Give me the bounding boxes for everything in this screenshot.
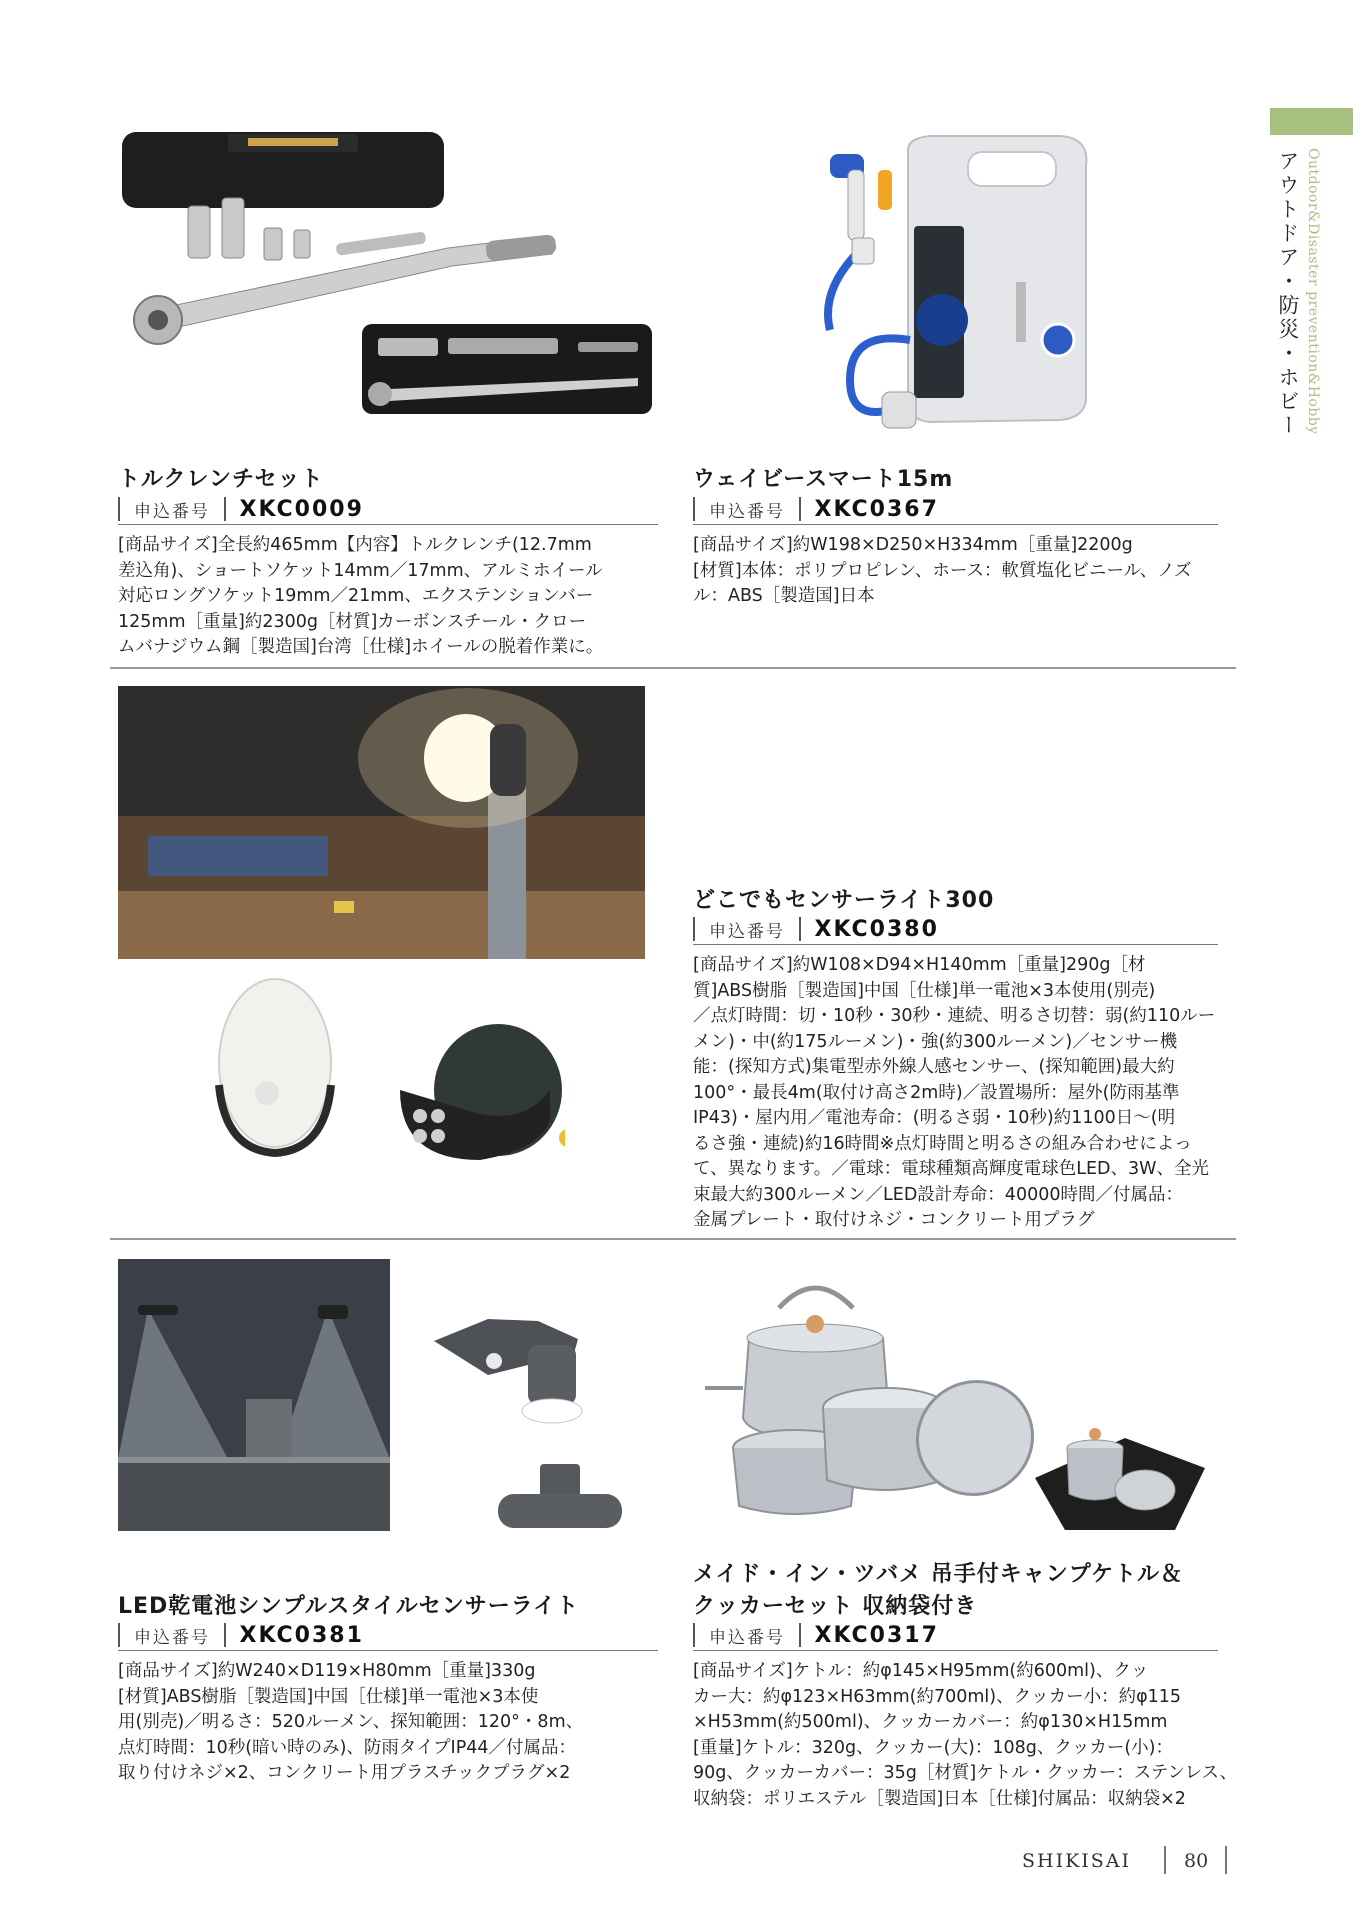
description-line: [商品サイズ]約W198×D250×H334mm［重量]2200g <box>693 535 1133 555</box>
divider <box>693 1623 695 1647</box>
description-line: 収納袋：ポリエステル［製造国]日本［仕様]付属品：収納袋×2 <box>693 1788 1186 1809</box>
description-line: 束最大約300ルーメン／LED設計寿命：40000時間／付属品： <box>693 1184 1183 1205</box>
section-label-en: Outdoor&Disaster prevention&Hobby <box>1305 148 1321 435</box>
description-line: 取り付けネジ×2、コンクリート用プラスチックプラグ×2 <box>118 1763 571 1783</box>
order-code: XKC0381 <box>239 1622 364 1648</box>
description-line: ムバナジウム鋼［製造国]台湾［仕様]ホイールの脱着作業に。 <box>118 637 604 657</box>
order-code-row <box>118 1620 658 1651</box>
product-description <box>693 953 1215 1234</box>
sensor-light-scene-photo <box>118 686 645 959</box>
divider <box>693 917 695 941</box>
section-divider <box>110 1238 1236 1240</box>
footer-brand: SHIKISAI <box>1022 1850 1132 1872</box>
order-label: 申込番号 <box>709 501 785 522</box>
product-title: トルクレンチセット <box>118 467 324 492</box>
description-line: [商品サイズ]ケトル：約φ145×H95mm(約600ml)、クッ <box>693 1661 1149 1681</box>
sensor-light-black-photo <box>400 1020 565 1170</box>
product-description <box>693 533 1192 610</box>
description-line: 100°・最長4m(取付け高さ2m時)／設置場所：屋外(防雨基準 <box>693 1082 1180 1103</box>
divider <box>799 1623 801 1647</box>
section-tab-bar <box>1270 108 1353 135</box>
description-line: IP43)・屋内用／電池寿命：(明るさ弱・10秒)約1100日～(明 <box>693 1108 1176 1128</box>
section-label-jp: アウトドア・防災・ホビー <box>1276 150 1300 438</box>
description-line: 差込角)、ショートソケット14mm／17mm、アルミホイール <box>118 560 603 581</box>
divider <box>118 1623 120 1647</box>
product-title: どこでもセンサーライト300 <box>693 888 995 913</box>
divider <box>224 497 226 521</box>
description-line: ル：ABS［製造国]日本 <box>693 586 875 606</box>
product-description <box>118 1659 583 1787</box>
order-label: 申込番号 <box>134 501 210 522</box>
divider <box>693 497 695 521</box>
description-line: [重量]ケトル：320g、クッカー(大)：108g、クッカー(小)： <box>693 1737 1173 1758</box>
description-line: 125mm［重量]約2300g［材質]カーボンスチール・クロー <box>118 611 587 632</box>
led-light-scene-photo <box>118 1259 390 1531</box>
description-line: ／点灯時間：切・10秒・30秒・連続、明るさ切替：弱(約110ルー <box>693 1006 1216 1026</box>
description-line: [材質]本体：ポリプロピレン、ホース：軟質塩化ビニール、ノズ <box>693 560 1192 581</box>
description-line: 対応ロングソケット19mm／21mm、エクステンションバー <box>118 586 594 606</box>
product-description <box>693 1659 1237 1812</box>
order-code: XKC0009 <box>239 496 364 522</box>
hose-reel-photo <box>790 130 1090 450</box>
order-code-row <box>693 914 1218 945</box>
description-line: 用(別売)／明るさ：520ルーメン、探知範囲：120°・8m、 <box>118 1712 584 1732</box>
product-title: クッカーセット 収納袋付き <box>693 1594 978 1619</box>
order-label: 申込番号 <box>709 1627 785 1648</box>
led-light-product-photo <box>428 1315 593 1430</box>
led-light-mount-photo <box>492 1460 627 1532</box>
description-line: 点灯時間：10秒(暗い時のみ)、防雨タイプIP44／付属品： <box>118 1737 577 1758</box>
product-title: LED乾電池シンプルスタイルセンサーライト <box>118 1594 580 1619</box>
section-divider <box>110 667 1236 669</box>
description-line: [商品サイズ]全長約465mm【内容】トルクレンチ(12.7mm <box>118 535 592 555</box>
order-code-row <box>693 1620 1218 1651</box>
description-line: [材質]ABS樹脂［製造国]中国［仕様]単一電池×3本使 <box>118 1686 539 1707</box>
product-title: メイド・イン・ツバメ 吊手付キャンプケトル＆ <box>693 1562 1184 1587</box>
description-line: ×H53mm(約500ml)、クッカーカバー：約φ130×H15mm <box>693 1712 1168 1732</box>
description-line: 90g、クッカーカバー：35g［材質]ケトル・クッカー：ステンレス、 <box>693 1763 1238 1783</box>
order-code: XKC0367 <box>814 496 939 522</box>
order-code: XKC0380 <box>814 916 939 942</box>
description-line: [商品サイズ]約W108×D94×H140mm［重量]290g［材 <box>693 955 1146 975</box>
description-line: るさ強・連続)約16時間※点灯時間と明るさの組み合わせによっ <box>693 1133 1192 1154</box>
order-code-row <box>693 494 1218 525</box>
order-code-row <box>118 494 658 525</box>
description-line: 質]ABS樹脂［製造国]中国［仕様]単一電池×3本使用(別売) <box>693 980 1156 1001</box>
divider <box>118 497 120 521</box>
sensor-light-white-photo <box>205 975 345 1160</box>
order-label: 申込番号 <box>709 921 785 942</box>
page-number: 80 <box>1184 1850 1209 1872</box>
description-line: て、異なります。／電球：電球種類高輝度電球色LED、3W、全光 <box>693 1159 1209 1179</box>
description-line: カー大：約φ123×H63mm(約700ml)、クッカー小：約φ115 <box>693 1686 1182 1707</box>
footer-divider <box>1164 1846 1166 1874</box>
description-line: 能：(探知方式)集電型赤外線人感センサー、(探知範囲)最大約 <box>693 1057 1175 1077</box>
divider <box>799 917 801 941</box>
order-code: XKC0317 <box>814 1622 939 1648</box>
divider <box>799 497 801 521</box>
footer-divider <box>1225 1846 1227 1874</box>
torque-wrench-photo <box>118 128 658 428</box>
camp-kettle-cooker-photo <box>705 1268 1235 1540</box>
description-line: メン)・中(約175ルーメン)・強(約300ルーメン)／センサー機 <box>693 1031 1178 1052</box>
description-line: 金属プレート・取付けネジ・コンクリート用プラグ <box>693 1210 1095 1230</box>
order-label: 申込番号 <box>134 1627 210 1648</box>
description-line: [商品サイズ]約W240×D119×H80mm［重量]330g <box>118 1661 536 1681</box>
divider <box>224 1623 226 1647</box>
product-title: ウェイビースマート15m <box>693 467 954 492</box>
product-description <box>118 533 603 661</box>
